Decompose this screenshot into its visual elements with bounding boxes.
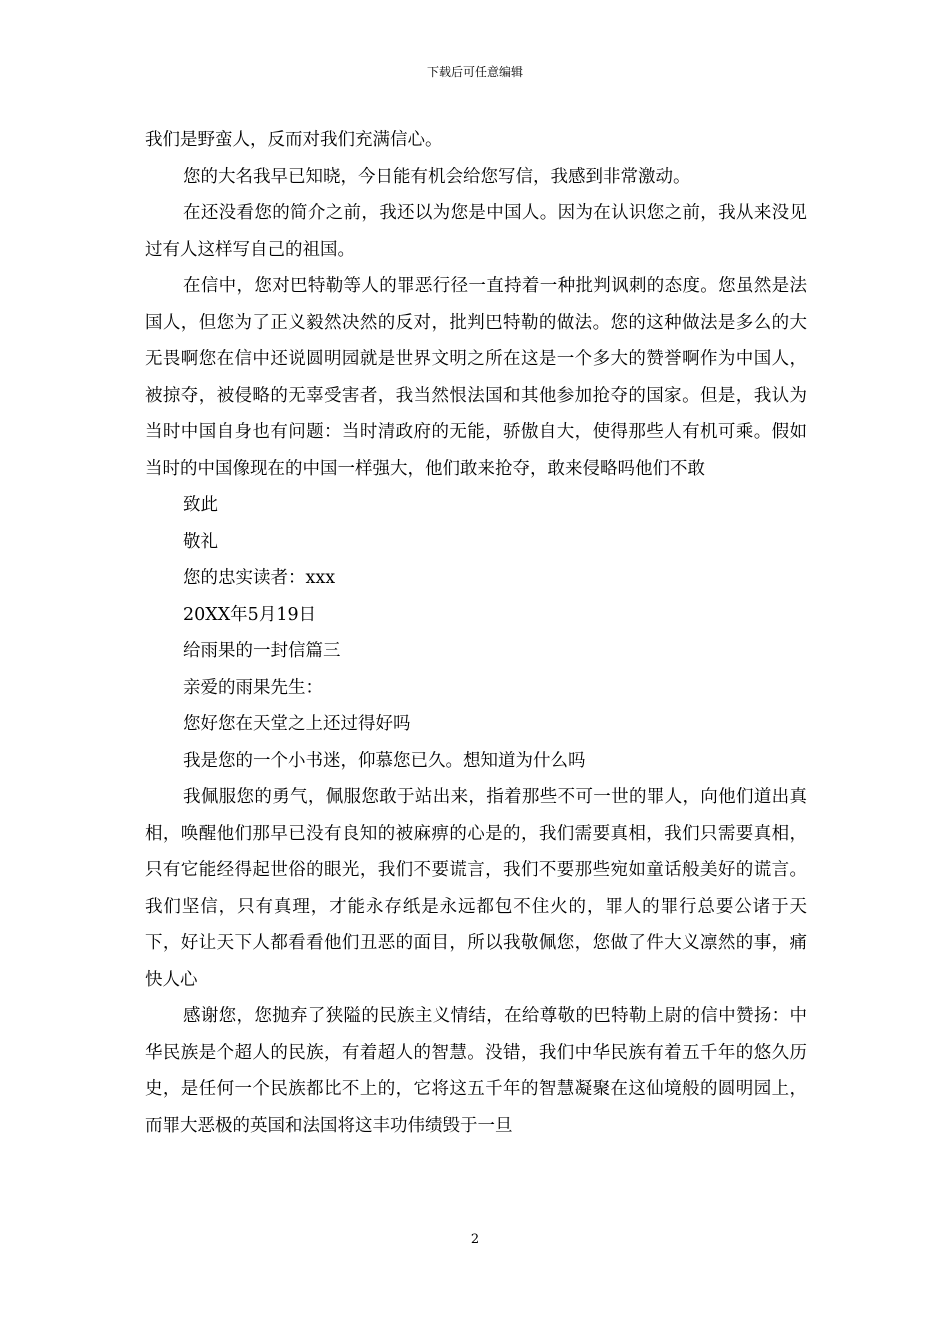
paragraph: 在信中，您对巴特勒等人的罪恶行径一直持着一种批判讽刺的态度。您虽然是法国人，但您为了正义毅然决然的反对，批判巴特勒的做法。您的这种做法是多么的大无畏啊您在信中还说圆明园就是世界文明之所在这是一个多大的赞誉啊作为中国人，被掠夺，被侵略的无辜受害者，我当然恨法国和其他参加抢夺的国家。但是，我认为当时中国自身也有问题：当时清政府的无能，骄傲自大，使得那些人有机可乘。假如当时的中国像现在的中国一样强大，他们敢来抢夺，敢来侵略吗他们不敢 xyxy=(145,276,807,479)
letter-signature: 您的忠实读者：xxx xyxy=(183,568,336,588)
paragraph: 在还没看您的简介之前，我还以为您是中国人。因为在认识您之前，我从来没见过有人这样写自己的祖国。 xyxy=(145,203,807,260)
page-header: 下载后可任意编辑 xyxy=(426,65,523,79)
paragraph: 我佩服您的勇气，佩服您敢于站出来，指着那些不可一世的罪人，向他们道出真相，唤醒他们那早已没有良知的被麻痹的心是的，我们需要真相，我们只需要真相，只有它能经得起世俗的眼光，我们不要谎言，我们不要那些宛如童话般美好的谎言。我们坚信，只有真理，才能永存纸是永远都包不住火的，罪人的罪行总要公诸于天下，好让天下人都看看他们丑恶的面目，所以我敬佩您，您做了件大义凛然的事，痛快人心 xyxy=(145,787,807,990)
letter-date: 20XX年5月19日 xyxy=(183,604,317,625)
paragraph-continuation: 我们是野蛮人，反而对我们充满信心。 xyxy=(145,130,443,150)
paragraph: 您的大名我早已知晓，今日能有机会给您写信，我感到非常激动。 xyxy=(183,166,691,187)
section-title: 给雨果的一封信篇三 xyxy=(183,641,341,661)
document-body xyxy=(145,122,807,1144)
letter-salutation-closing: 敬礼 xyxy=(183,531,218,552)
paragraph: 我是您的一个小书迷，仰慕您已久。想知道为什么吗 xyxy=(183,750,586,771)
letter-closing: 致此 xyxy=(183,495,218,515)
letter-greeting: 亲爱的雨果先生： xyxy=(183,677,323,698)
page-number: 2 xyxy=(470,1232,480,1247)
paragraph: 感谢您，您抛弃了狭隘的民族主义情结，在给尊敬的巴特勒上尉的信中赞扬：中华民族是个超人的民族，有着超人的智慧。没错，我们中华民族有着五千年的悠久历史，是任何一个民族都比不上的，它将这五千年的智慧凝聚在这仙境般的圆明园上，而罪大恶极的英国和法国将这丰功伟绩毁于一旦 xyxy=(145,1006,807,1136)
paragraph: 您好您在天堂之上还过得好吗 xyxy=(183,714,411,734)
